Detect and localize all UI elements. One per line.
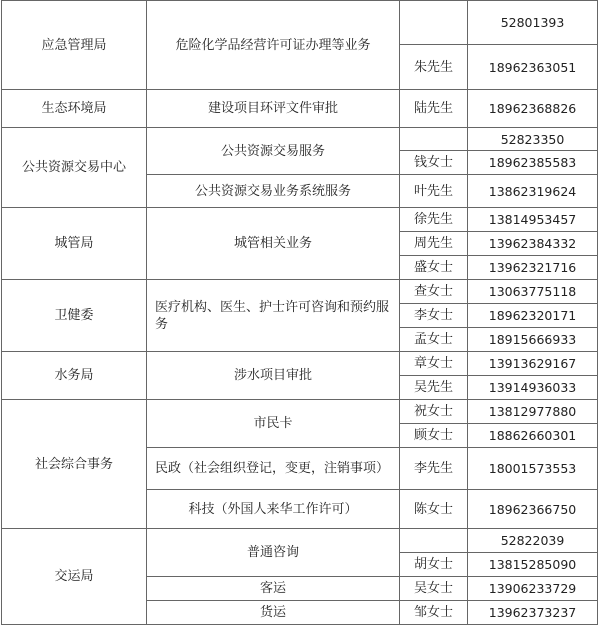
department-cell: 交运局 (2, 529, 147, 625)
service-cell: 医疗机构、医生、护士许可咨询和预约服务 (147, 280, 400, 352)
phone-cell: 13063775118 (468, 280, 598, 304)
contact-name-cell: 叶先生 (400, 175, 468, 208)
department-cell: 应急管理局 (2, 1, 147, 90)
contact-name-cell: 邹女士 (400, 601, 468, 625)
phone-cell: 13812977880 (468, 400, 598, 424)
contact-name-cell (400, 128, 468, 151)
contact-name-cell: 李先生 (400, 448, 468, 490)
phone-cell: 13914936033 (468, 376, 598, 400)
service-cell: 建设项目环评文件审批 (147, 90, 400, 128)
contact-name-cell: 陈女士 (400, 490, 468, 529)
contact-name-cell: 徐先生 (400, 208, 468, 232)
table-row (2, 352, 598, 376)
contact-name-cell: 章女士 (400, 352, 468, 376)
table-row (2, 90, 598, 128)
phone-cell: 18915666933 (468, 328, 598, 352)
table-row (2, 280, 598, 304)
table-row (2, 400, 598, 424)
service-cell: 公共资源交易服务 (147, 128, 400, 175)
service-cell: 危险化学品经营许可证办理等业务 (147, 1, 400, 90)
contact-name-cell (400, 1, 468, 45)
service-cell: 科技（外国人来华工作许可） (147, 490, 400, 529)
contact-name-cell: 查女士 (400, 280, 468, 304)
department-cell: 生态环境局 (2, 90, 147, 128)
phone-cell: 13962321716 (468, 256, 598, 280)
phone-cell: 18962385583 (468, 151, 598, 175)
phone-cell: 13815285090 (468, 553, 598, 577)
phone-cell: 18001573553 (468, 448, 598, 490)
phone-cell: 18862660301 (468, 424, 598, 448)
phone-cell: 13862319624 (468, 175, 598, 208)
phone-cell: 52801393 (468, 1, 598, 45)
phone-cell: 13962373237 (468, 601, 598, 625)
contact-name-cell: 胡女士 (400, 553, 468, 577)
phone-cell: 18962363051 (468, 45, 598, 90)
contact-name-cell: 盛女士 (400, 256, 468, 280)
phone-cell: 52823350 (468, 128, 598, 151)
contact-name-cell: 周先生 (400, 232, 468, 256)
service-cell: 普通咨询 (147, 529, 400, 577)
contact-name-cell: 祝女士 (400, 400, 468, 424)
contact-name-cell: 钱女士 (400, 151, 468, 175)
phone-cell: 13962384332 (468, 232, 598, 256)
contact-name-cell: 顾女士 (400, 424, 468, 448)
contact-name-cell: 陆先生 (400, 90, 468, 128)
phone-cell: 13814953457 (468, 208, 598, 232)
service-cell: 货运 (147, 601, 400, 625)
table-row (2, 208, 598, 232)
contact-name-cell: 孟女士 (400, 328, 468, 352)
department-cell: 城管局 (2, 208, 147, 280)
service-cell: 城管相关业务 (147, 208, 400, 280)
contact-name-cell (400, 529, 468, 553)
phone-cell: 18962366750 (468, 490, 598, 529)
contact-name-cell: 吴先生 (400, 376, 468, 400)
service-cell: 客运 (147, 577, 400, 601)
service-cell: 涉水项目审批 (147, 352, 400, 400)
contact-table (1, 0, 598, 625)
table-row (2, 1, 598, 45)
phone-cell: 13906233729 (468, 577, 598, 601)
table-row (2, 128, 598, 151)
contact-name-cell: 吴女士 (400, 577, 468, 601)
service-cell: 民政（社会组织登记，变更，注销事项） (147, 448, 400, 490)
phone-cell: 13913629167 (468, 352, 598, 376)
table-row (2, 529, 598, 553)
department-cell: 水务局 (2, 352, 147, 400)
contact-name-cell: 李女士 (400, 304, 468, 328)
contact-name-cell: 朱先生 (400, 45, 468, 90)
phone-cell: 18962320171 (468, 304, 598, 328)
phone-cell: 18962368826 (468, 90, 598, 128)
service-cell: 市民卡 (147, 400, 400, 448)
department-cell: 卫健委 (2, 280, 147, 352)
phone-cell: 52822039 (468, 529, 598, 553)
department-cell: 社会综合事务 (2, 400, 147, 529)
service-cell: 公共资源交易业务系统服务 (147, 175, 400, 208)
department-cell: 公共资源交易中心 (2, 128, 147, 208)
